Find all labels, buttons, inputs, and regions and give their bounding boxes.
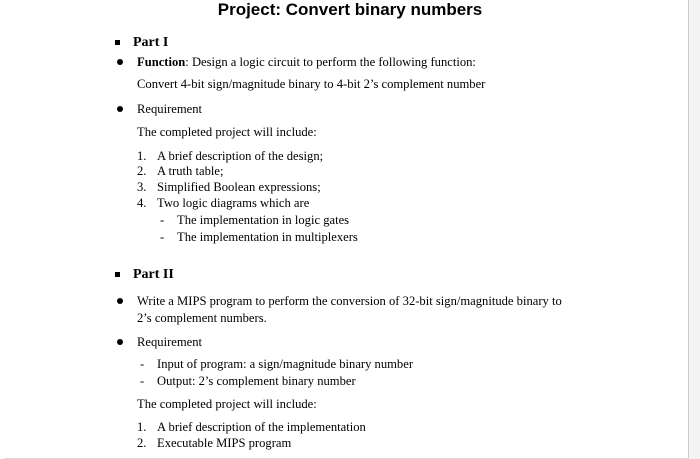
part1-function: [137, 55, 476, 70]
function-text: : Design a logic circuit to perform the following function:: [185, 55, 476, 69]
part1-heading: Part I: [133, 35, 169, 50]
part2-task-line1: Write a MIPS program to perform the conversion of 32-bit sign/magnitude binary to: [137, 294, 562, 308]
part1-requirement-heading: Requirement: [137, 102, 203, 116]
list-number: 2.: [137, 436, 147, 450]
part1-include-text: The completed project will include:: [137, 125, 317, 139]
sub-list-item: The implementation in multiplexers: [177, 230, 358, 244]
list-number: 4.: [137, 196, 147, 210]
list-item: Executable MIPS program: [157, 436, 292, 450]
io-item: Input of program: a sign/magnitude binary number: [157, 357, 414, 371]
square-bullet-icon: [115, 272, 120, 277]
list-number: 3.: [137, 180, 147, 194]
dash-bullet: -: [140, 374, 145, 388]
part1-function-detail: Convert 4-bit sign/magnitude binary to 4-bit 2’s complement number: [137, 77, 486, 91]
list-item: Simplified Boolean expressions;: [157, 180, 321, 194]
bullet-icon: [117, 298, 123, 304]
io-item: Output: 2’s complement binary number: [157, 374, 356, 388]
list-item: Two logic diagrams which are: [157, 196, 310, 210]
list-item: A brief description of the design;: [157, 149, 324, 163]
list-number: 1.: [137, 420, 147, 434]
bullet-icon: [117, 339, 123, 345]
part2-include-text: The completed project will include:: [137, 397, 317, 411]
square-bullet-icon: [115, 40, 120, 45]
page-title: Project: Convert binary numbers: [217, 0, 483, 19]
list-number: 1.: [137, 149, 147, 163]
bullet-icon: [117, 106, 123, 112]
list-item: A brief description of the implementation: [157, 420, 366, 434]
page-background: [689, 0, 700, 459]
function-label: Function: [137, 55, 186, 69]
dash-bullet: -: [160, 230, 165, 244]
sub-list-item: The implementation in logic gates: [177, 213, 350, 227]
part2-heading: Part II: [133, 267, 174, 282]
bullet-icon: [117, 59, 123, 65]
list-item: A truth table;: [157, 164, 224, 178]
part2-task-line2: 2’s complement numbers.: [137, 311, 267, 325]
dash-bullet: -: [160, 213, 165, 227]
list-number: 2.: [137, 164, 147, 178]
dash-bullet: -: [140, 357, 145, 371]
part2-requirement-heading: Requirement: [137, 335, 203, 349]
